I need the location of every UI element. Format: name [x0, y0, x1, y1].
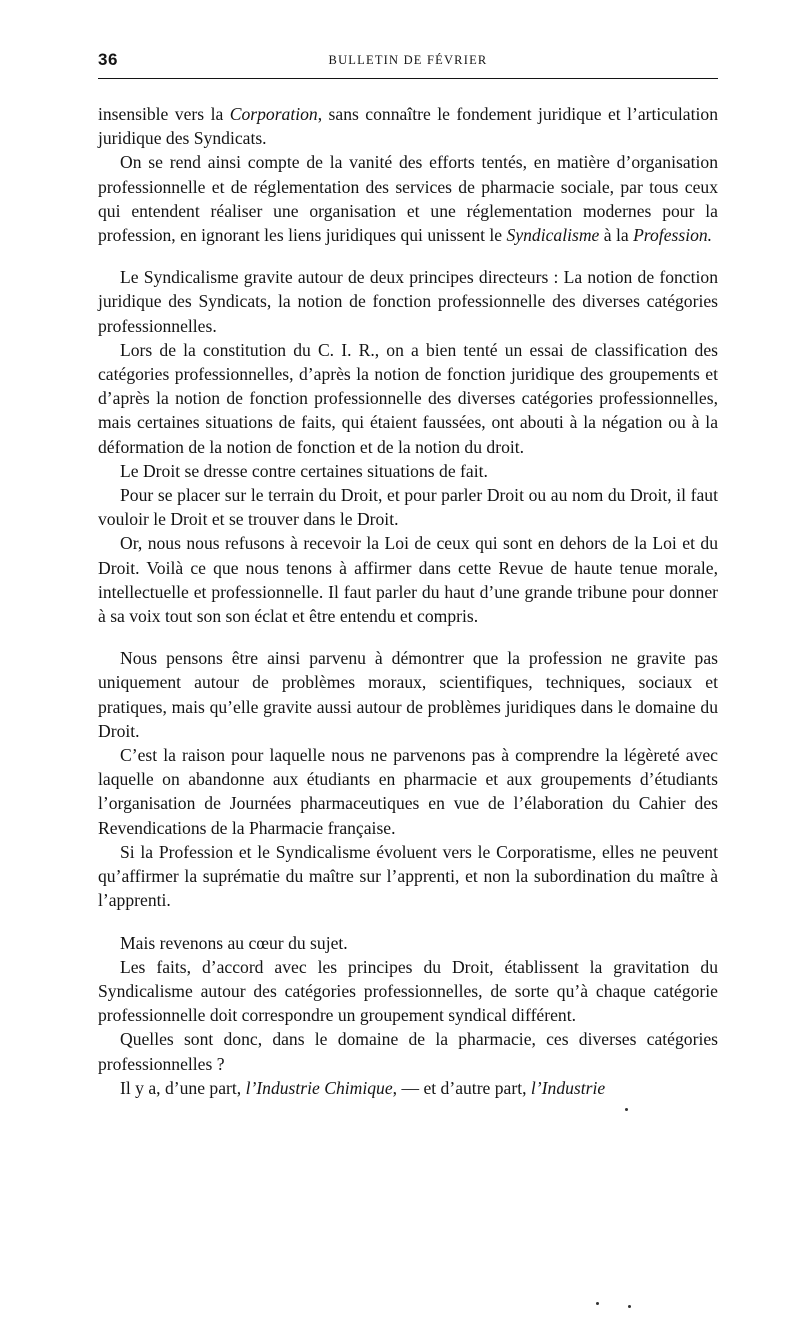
italic-text: Corporation [229, 104, 318, 124]
paragraph [98, 840, 718, 913]
text-run: Pour se placer sur le terrain du Droit, et pour parler Droit ou au nom du Droit, il faut vouloir le Droit et se trouver dans le Droit. [98, 485, 718, 530]
scan-speck [628, 1305, 631, 1308]
paragraph [98, 102, 718, 150]
paragraph [98, 150, 718, 247]
paragraph [98, 483, 718, 531]
paragraph [98, 931, 718, 955]
paragraph [98, 743, 718, 840]
text-run: Lors de la constitution du C. I. R., on a bien tenté un essai de classification des catégories professionnelles, d’après la notion de fonction juridique des groupements et d’après la notion de fonction professionnelle des diverses catégories professionnelles, mais certaines situations de faits, qui étaient faussées, ont abouti à la négation ou à la déformation de la notion de fonction et de la notion du droit. [98, 339, 718, 457]
italic-text: Profession. [633, 225, 713, 246]
paragraph [98, 955, 718, 1028]
body-text [98, 102, 718, 1100]
text-run: Or, nous nous refusons à recevoir la Loi de ceux qui sont en dehors de la Loi et du Droit. Voilà ce que nous tenons à affirmer dans cette Revue de haute tenue morale, intellectuelle et professionnelle. Il faut parler du haut d’une grande tribune pour donner à sa voix tout son son éclat et être entendu et compris. [98, 533, 718, 627]
italic-text: l’Industrie Chimique [245, 1077, 393, 1098]
scan-speck [596, 1302, 599, 1305]
text-run: On se rend ainsi compte de la vanité des efforts tentés, en matière d’organisation professionnelle et de réglementation des services de pharmacie sociale, par tous ceux qui entendent réaliser une organisation et une réglementation modernes pour la profession, en ignorant les liens juridiques qui unissent le [98, 152, 718, 246]
paragraph [98, 1027, 718, 1075]
paragraph [98, 531, 718, 628]
text-run: à la [599, 225, 634, 246]
text-run: Nous pensons être ainsi parvenu à démontrer que la profession ne gravite pas uniquement autour de problèmes moraux, scientifiques, techniques, sociaux et pratiques, mais qu’elle gravite aussi autour de problèmes juridiques dans le domaine du Droit. [98, 648, 718, 741]
scan-speck [625, 1108, 628, 1111]
running-title: BULLETIN DE FÉVRIER [328, 53, 488, 67]
text-run: Quelles sont donc, dans le domaine de la pharmacie, ces diverses catégories professionnelles ? [98, 1029, 718, 1074]
text-run: Le Droit se dresse contre certaines situations de fait. [120, 460, 488, 481]
page [98, 50, 718, 1098]
paragraph [98, 646, 718, 743]
text-run: Il y a, d’une part, [120, 1077, 246, 1098]
text-run: C’est la raison pour laquelle nous ne parvenons pas à comprendre la légèreté avec laquelle on abandonne aux étudiants en pharmacie et aux groupements d’étudiants l’organisation de Journées pharmaceutiques en vue de l’élaboration du Cahier des Revendications de la Pharmacie française. [98, 745, 718, 838]
header-rule [98, 78, 718, 79]
italic-text: l’Industrie [530, 1077, 606, 1098]
text-run: Le Syndicalisme gravite autour de deux principes directeurs : La notion de fonction juridique des Syndicats, la notion de fonction professionnelle des diverses catégories professionnelles. [98, 267, 718, 336]
page-number: 36 [98, 50, 118, 69]
text-run: insensible vers la [98, 104, 230, 124]
paragraph [98, 338, 718, 459]
text-run: Les faits, d’accord avec les principes du Droit, établissent la gravitation du Syndicalisme autour des catégories professionnelles, de sorte qu’à chaque catégorie professionnelle doit correspondre un groupement syndical différent. [98, 956, 718, 1026]
text-run: , — et d’autre part, [392, 1077, 531, 1098]
paragraph [98, 459, 718, 483]
paragraph [98, 1076, 718, 1100]
page-header [98, 50, 718, 72]
paragraph [98, 265, 718, 338]
text-run: Si la Profession et le Syndicalisme évoluent vers le Corporatisme, elles ne peuvent qu’affirmer la suprématie du maître sur l’apprenti, et non la subordination du maître à l’apprenti. [98, 841, 718, 911]
text-run: Mais revenons au cœur du sujet. [120, 932, 348, 953]
text-run: , sans connaître le fondement juridique et l’articulation juridique des Syndicats. [98, 104, 718, 149]
italic-text: Syndicalisme [506, 225, 600, 246]
